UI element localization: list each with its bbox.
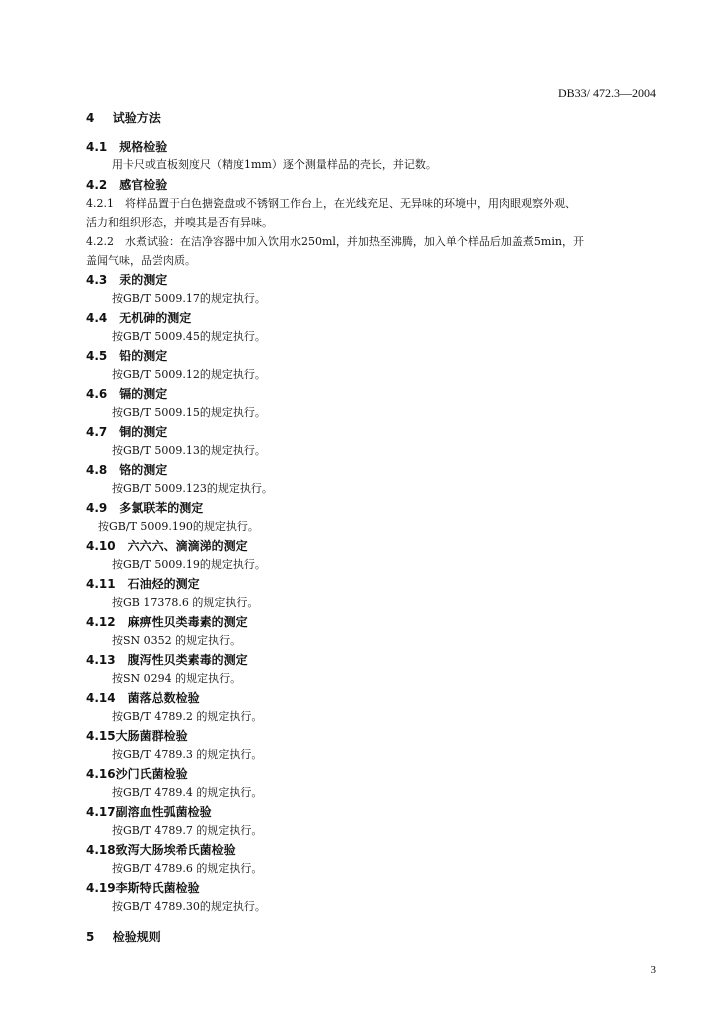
clause-number: 4.4 xyxy=(86,311,108,325)
clause-4-2-2-line1: 4.2.2 水煮试验：在洁净容器中加入饮用水250ml，并加热至沸腾，加入单个样品后加盖煮5min，开 xyxy=(86,235,584,248)
clause-number: 4.8 xyxy=(86,463,108,477)
clause-title: 李斯特氏菌检验 xyxy=(115,881,200,895)
clause-title: 菌落总数检验 xyxy=(127,691,200,705)
clause-number: 4.6 xyxy=(86,387,108,401)
clause-4-6-heading xyxy=(86,387,167,401)
clause-number: 4.14 xyxy=(86,691,116,705)
clause-number: 4.15 xyxy=(86,729,116,743)
clause-title: 致泻大肠埃希氏菌检验 xyxy=(115,843,236,857)
clause-number: 4.9 xyxy=(86,501,108,515)
clause-number: 4.13 xyxy=(86,653,116,667)
clause-4-18-heading xyxy=(86,843,236,857)
clause-4-3-text: 按GB/T 5009.17的规定执行。 xyxy=(112,292,266,305)
clause-title: 副溶血性弧菌检验 xyxy=(115,805,212,819)
section-title: 试验方法 xyxy=(112,111,161,125)
clause-4-1-text: 用卡尺或直板刻度尺（精度1mm）逐个测量样品的壳长，并记数。 xyxy=(112,158,437,171)
clause-title: 六六六、滴滴涕的测定 xyxy=(127,539,248,553)
clause-number: 4.17 xyxy=(86,805,116,819)
clause-title: 大肠菌群检验 xyxy=(115,729,188,743)
clause-title: 无机砷的测定 xyxy=(119,311,192,325)
clause-4-11-text: 按GB 17378.6 的规定执行。 xyxy=(112,596,259,609)
clause-title: 汞的测定 xyxy=(119,273,168,287)
standard-code: DB33/ 472.3—2004 xyxy=(557,86,656,100)
clause-4-12-heading xyxy=(86,615,248,629)
clause-title: 铅的测定 xyxy=(119,349,168,363)
clause-4-18-text: 按GB/T 4789.6 的规定执行。 xyxy=(112,862,263,875)
clause-4-3-heading xyxy=(86,273,167,287)
clause-4-7-text: 按GB/T 5009.13的规定执行。 xyxy=(112,444,266,457)
clause-number: 4.5 xyxy=(86,349,108,363)
section-number: 4 xyxy=(86,111,95,125)
clause-4-8-heading xyxy=(86,463,167,477)
clause-title: 腹泻性贝类素毒的测定 xyxy=(127,653,248,667)
section-5-heading xyxy=(86,930,161,944)
section-title: 检验规则 xyxy=(112,930,161,944)
clause-4-4-heading xyxy=(86,311,191,325)
clause-title: 多氯联苯的测定 xyxy=(119,501,204,515)
page-number: 3 xyxy=(650,964,656,976)
clause-4-14-heading xyxy=(86,691,200,705)
clause-4-7-heading xyxy=(86,425,167,439)
clause-title: 感官检验 xyxy=(119,178,168,192)
clause-4-5-heading xyxy=(86,349,167,363)
clause-4-2-1-line2: 活力和组织形态，并嗅其是否有异味。 xyxy=(86,216,273,229)
clause-4-11-heading xyxy=(86,577,200,591)
clause-4-16-text: 按GB/T 4789.4 的规定执行。 xyxy=(112,786,263,799)
clause-4-19-text: 按GB/T 4789.30的规定执行。 xyxy=(112,900,266,913)
clause-title: 规格检验 xyxy=(119,140,168,154)
clause-4-4-text: 按GB/T 5009.45的规定执行。 xyxy=(112,330,266,343)
clause-4-17-heading xyxy=(86,805,212,819)
clause-4-13-text: 按SN 0294 的规定执行。 xyxy=(112,672,242,685)
clause-4-10-heading xyxy=(86,539,248,553)
clause-4-12-text: 按SN 0352 的规定执行。 xyxy=(112,634,242,647)
clause-title: 铜的测定 xyxy=(119,425,168,439)
clause-4-13-heading xyxy=(86,653,248,667)
clause-title: 铬的测定 xyxy=(119,463,168,477)
clause-number: 4.3 xyxy=(86,273,108,287)
clause-number: 4.2 xyxy=(86,178,108,192)
clause-4-15-text: 按GB/T 4789.3 的规定执行。 xyxy=(112,748,263,761)
clause-4-5-text: 按GB/T 5009.12的规定执行。 xyxy=(112,368,266,381)
clause-title: 沙门氏菌检验 xyxy=(115,767,188,781)
clause-4-17-text: 按GB/T 4789.7 的规定执行。 xyxy=(112,824,263,837)
clause-4-9-heading xyxy=(86,501,203,515)
clause-number: 4.12 xyxy=(86,615,116,629)
clause-4-6-text: 按GB/T 5009.15的规定执行。 xyxy=(112,406,266,419)
clause-4-15-heading xyxy=(86,729,188,743)
clause-4-8-text: 按GB/T 5009.123的规定执行。 xyxy=(112,482,273,495)
clause-number: 4.18 xyxy=(86,843,116,857)
clause-4-2-2-line2: 盖闻气味，品尝肉质。 xyxy=(86,254,196,267)
clause-4-10-text: 按GB/T 5009.19的规定执行。 xyxy=(112,558,266,571)
clause-number: 4.7 xyxy=(86,425,108,439)
section-4-heading xyxy=(86,111,161,125)
section-number: 5 xyxy=(86,930,95,944)
clause-title: 麻痹性贝类毒素的测定 xyxy=(127,615,248,629)
clause-4-1-heading xyxy=(86,140,167,154)
clause-4-2-heading xyxy=(86,178,167,192)
clause-number: 4.10 xyxy=(86,539,116,553)
clause-number: 4.19 xyxy=(86,881,116,895)
clause-title: 石油烃的测定 xyxy=(127,577,200,591)
clause-4-9-text: 按GB/T 5009.190的规定执行。 xyxy=(98,520,259,533)
clause-4-16-heading xyxy=(86,767,188,781)
clause-number: 4.16 xyxy=(86,767,116,781)
clause-number: 4.11 xyxy=(86,577,116,591)
clause-4-19-heading xyxy=(86,881,200,895)
clause-4-2-1-line1: 4.2.1 将样品置于白色搪瓷盘或不锈钢工作台上，在光线充足、无异味的环境中，用肉眼观察外观、 xyxy=(86,197,576,210)
clause-number: 4.1 xyxy=(86,140,108,154)
clause-title: 镉的测定 xyxy=(119,387,168,401)
clause-4-14-text: 按GB/T 4789.2 的规定执行。 xyxy=(112,710,263,723)
